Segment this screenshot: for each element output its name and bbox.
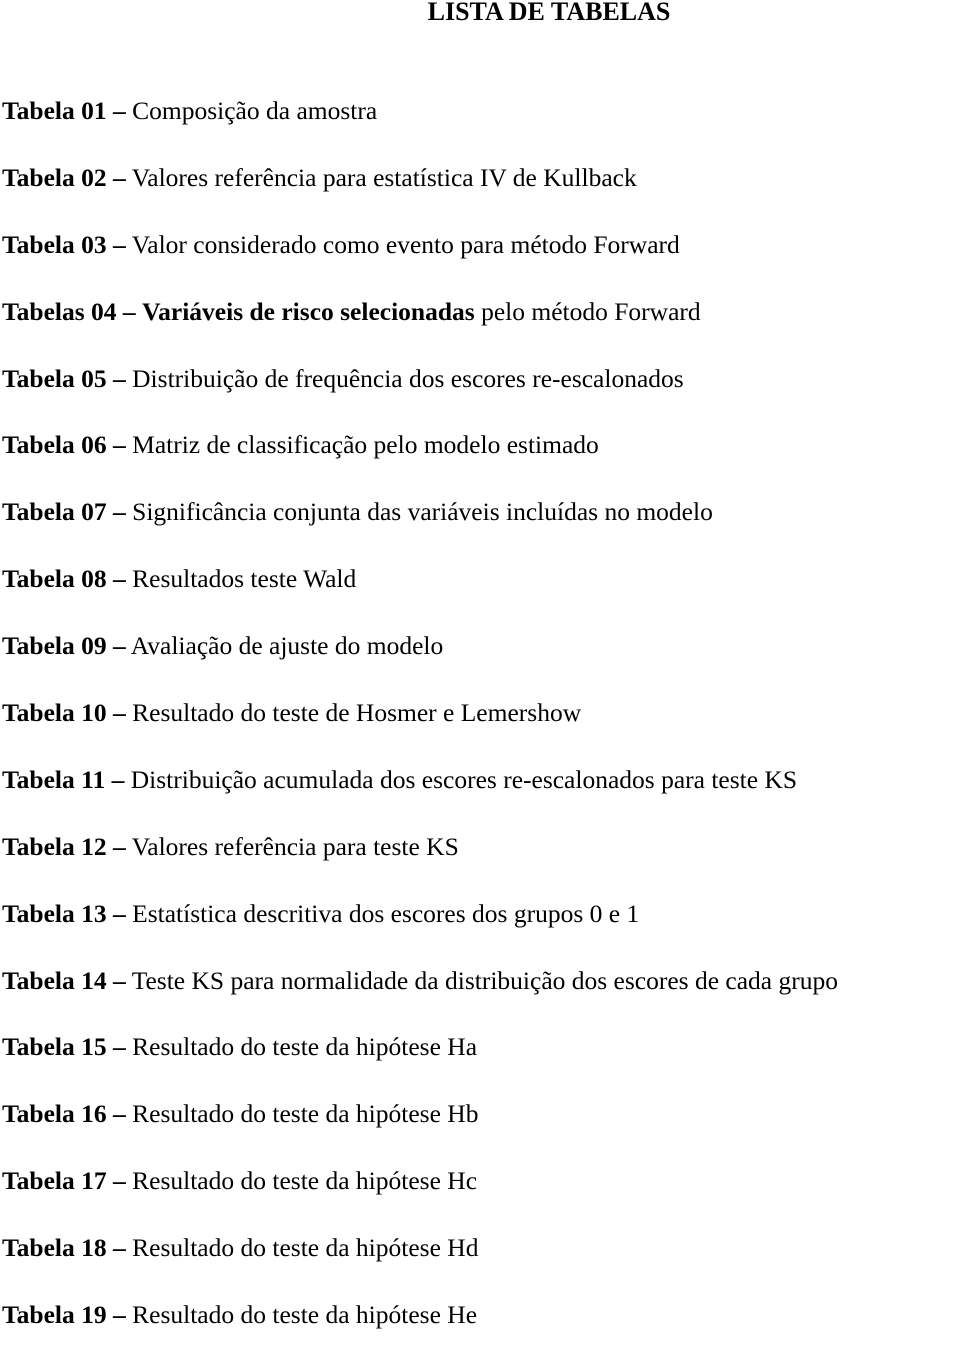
table-caption: pelo método Forward	[481, 296, 701, 326]
table-caption: Composição da amostra	[132, 96, 378, 125]
table-number: Tabela 09 –	[2, 631, 126, 661]
table-caption: Resultado do teste de Hosmer e Lemershow	[132, 698, 582, 728]
table-caption: Resultado do teste da hipótese Ha	[132, 1032, 478, 1062]
table-number: Tabela 01 –	[2, 96, 126, 125]
table-number: Tabela 10 –	[2, 698, 126, 728]
list-item	[2, 695, 838, 762]
table-number: Tabela 03 –	[2, 229, 126, 259]
table-caption: Resultado do teste da hipótese Hb	[132, 1099, 479, 1129]
table-caption: Resultados teste Wald	[132, 564, 357, 594]
table-number: Tabela 02 –	[2, 162, 126, 192]
list-item	[2, 1096, 838, 1163]
table-number: Tabela 06 –	[2, 430, 126, 460]
list-item	[2, 561, 838, 628]
table-number: Tabela 17 –	[2, 1166, 126, 1196]
table-caption: Valores referência para estatística IV de Kullback	[131, 162, 637, 192]
list-item	[2, 628, 838, 695]
table-caption: Distribuição acumulada dos escores re-escalonados para teste KS	[130, 764, 798, 794]
table-caption: Valores referência para teste KS	[131, 831, 459, 861]
table-caption-bold: Variáveis de risco selecionadas	[142, 296, 475, 326]
list-item	[2, 227, 838, 294]
list-item	[2, 294, 838, 361]
list-item	[2, 494, 838, 561]
table-number: Tabela 18 –	[2, 1233, 126, 1263]
table-number: Tabelas 04 –	[2, 296, 136, 326]
table-caption: Resultado do teste da hipótese Hc	[132, 1166, 478, 1196]
list-item	[2, 1297, 838, 1364]
table-number: Tabela 05 –	[2, 363, 126, 393]
table-number: Tabela 08 –	[2, 564, 126, 594]
table-number: Tabela 12 –	[2, 831, 126, 861]
list-item	[2, 762, 838, 829]
table-number: Tabela 07 –	[2, 497, 126, 527]
list-item	[2, 896, 838, 963]
table-caption: Avaliação de ajuste do modelo	[130, 631, 444, 661]
list-item	[2, 829, 838, 896]
table-number: Tabela 11 –	[2, 764, 125, 794]
table-number: Tabela 15 –	[2, 1032, 126, 1062]
table-caption: Matriz de classificação pelo modelo estimado	[132, 430, 599, 460]
list-item	[2, 160, 838, 227]
table-caption: Estatística descritiva dos escores dos grupos 0 e 1	[132, 898, 640, 928]
table-caption: Resultado do teste da hipótese He	[132, 1300, 478, 1330]
table-caption: Distribuição de frequência dos escores re-escalonados	[132, 363, 684, 393]
table-caption: Significância conjunta das variáveis incluídas no modelo	[132, 497, 713, 527]
table-number: Tabela 16 –	[2, 1099, 126, 1129]
table-number: Tabela 14 –	[2, 965, 126, 995]
list-item	[2, 361, 838, 428]
list-item	[2, 427, 838, 494]
table-number: Tabela 13 –	[2, 898, 126, 928]
list-item	[2, 1163, 838, 1230]
page-title: LISTA DE TABELAS	[427, 0, 671, 26]
list-item	[2, 1230, 838, 1297]
list-item	[2, 1029, 838, 1096]
table-caption: Resultado do teste da hipótese Hd	[132, 1233, 479, 1263]
table-list	[2, 93, 838, 1364]
table-number: Tabela 19 –	[2, 1300, 126, 1330]
list-item	[2, 93, 838, 160]
table-caption: Valor considerado como evento para método Forward	[131, 229, 680, 259]
table-caption: Teste KS para normalidade da distribuição dos escores de cada grupo	[131, 965, 838, 995]
list-item	[2, 963, 838, 1030]
